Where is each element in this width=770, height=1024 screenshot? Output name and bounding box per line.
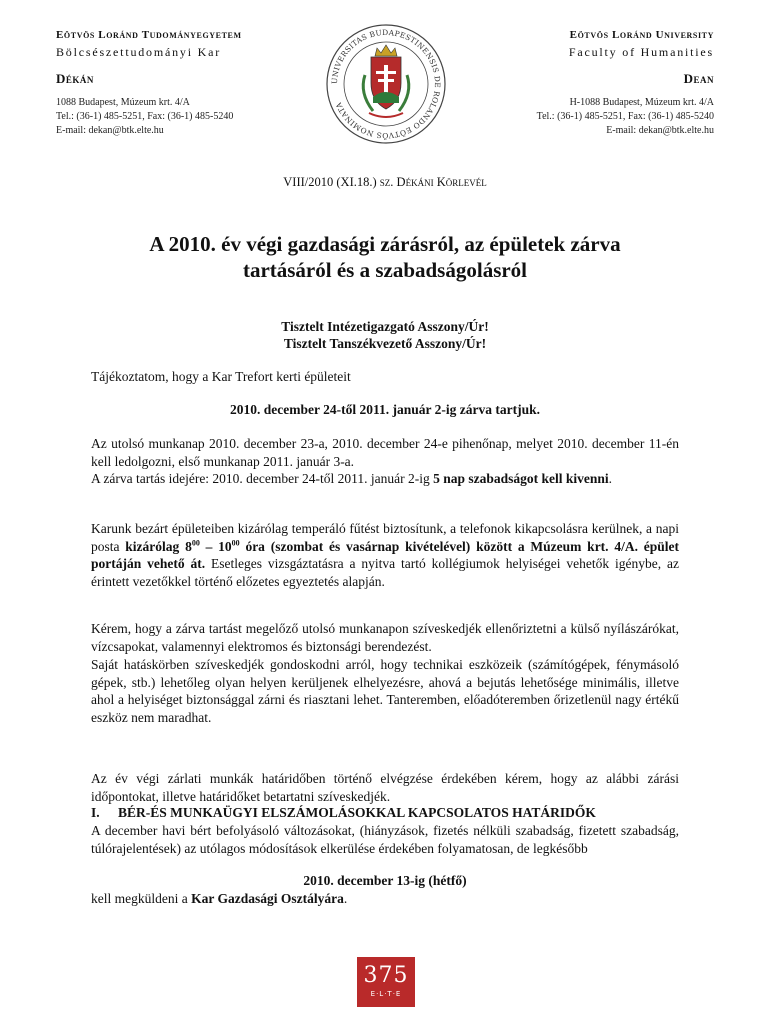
p4-bold-1: kizárólag 8 [125, 538, 192, 554]
paragraph-3 [91, 470, 679, 488]
salutation-line-2: Tisztelt Tanszékvezető Asszony/Úr! [283, 336, 487, 351]
paragraph-8: A december havi bért befolyásoló változásokat, (hiányzások, fizetés nélküli szabadság, fizetett szabadság, túlórajelentések) az utólagos módosítások elkerülése érdekében folyamatosan, de legkésőbb [91, 823, 679, 856]
paragraph-5: Kérem, hogy a zárva tartást megelőző utolsó munkanapon szíveskedjék ellenőriztetni a külső nyílászárókat, vízcsapokat, valamennyi elektromos és biztonsági berendezést. [91, 621, 679, 654]
faculty-name-hu: Bölcsészettudományi Kar [56, 45, 222, 59]
page-title [0, 231, 770, 283]
faculty-name-en: Faculty of Humanities [568, 45, 714, 59]
p4-sup-1: 00 [191, 538, 200, 547]
p3-end: . [608, 471, 613, 486]
p9-end: . [343, 891, 348, 906]
paragraph-2: Az utolsó munkanap 2010. december 23-a, 2010. december 24-e pihenőnap, melyet 2010. december 11-én kell ledolgozni, első munkanap 2011. január 3-a. [91, 436, 679, 469]
p3-bold: 5 nap szabadságot kell kivenni [433, 471, 609, 486]
logo-text: E·L·T·E [370, 990, 402, 998]
salutation [0, 318, 770, 352]
address-en: H-1088 Budapest, Múzeum krt. 4/A [569, 97, 714, 108]
elte-375-logo [357, 957, 415, 1007]
p4-sup-2: 00 [231, 538, 240, 547]
title-line-2: tartásáról és a szabadságolásról [242, 258, 528, 282]
paragraph-6: Saját hatáskörben szíveskedjék gondoskodni arról, hogy technikai eszközeik (számítógépek, fénymásoló gépek, stb.) lehetőleg olyan helyen kerüljenek elhelyezésre, ahová a bejutás lehetősége minimális, illetve ahol a helyiséget biztonsággal zárni és riasztani lehet. Tanteremben, előadóteremben őrizetlenül nagy értékű eszköz nem maradhat. [91, 657, 679, 725]
title-line-1: A 2010. év végi gazdasági zárásról, az épületek zárva [149, 232, 621, 256]
logo-number: 375 [363, 963, 409, 988]
address-hu: 1088 Budapest, Múzeum krt. 4/A [56, 97, 190, 108]
section-title: BÉR-ÉS MUNKAÜGYI ELSZÁMOLÁSOKKAL KAPCSOLATOS HATÁRIDŐK [118, 805, 596, 820]
role-en: Dean [683, 71, 714, 86]
deadline-date: 2010. december 13-ig (hétfő) [303, 873, 467, 888]
circular-number: VIII/2010 (XI.18.) [283, 175, 377, 189]
circular-suffix: sz. Dékáni Körlevél [379, 175, 487, 189]
salutation-line-1: Tisztelt Intézetigazgató Asszony/Úr! [281, 319, 489, 334]
section-number: I. [91, 805, 100, 820]
closure-dates: 2010. december 24-től 2011. január 2-ig zárva tartjuk. [230, 402, 540, 417]
circular-number-line [0, 175, 770, 190]
paragraph-7: Az év végi zárlati munkák határidőben történő elvégzése érdekében kérem, hogy az alábbi zárási időpontokat, illetve határidőket betartatni szíveskedjék. [91, 771, 679, 804]
university-name-hu: Eötvös Loránd Tudományegyetem [56, 29, 242, 41]
email-en: E-mail: dekan@btk.elte.hu [606, 125, 714, 136]
university-name-en: Eötvös Loránd University [569, 29, 714, 41]
p9-bold: Kar Gazdasági Osztályára [191, 891, 344, 906]
email-hu: E-mail: dekan@btk.elte.hu [56, 125, 164, 136]
p3-text: A zárva tartás idejére: 2010. december 24-től 2011. január 2-ig [91, 471, 434, 486]
p9-text: kell megküldeni a [91, 891, 192, 906]
paragraph-1: Tájékoztatom, hogy a Kar Trefort kerti épületeit [91, 369, 351, 384]
p4-bold-2: – 10 [199, 538, 232, 554]
university-seal [325, 23, 447, 145]
p4-text-2: Esetleges vizsgáztatásra a nyitva tartó kollégiumok helyiségei vehetők igénybe, az érintett vezetőkkel történő előzetes egyeztetés alapján. [91, 556, 680, 589]
role-hu: Dékán [56, 71, 94, 86]
p4-text: Karunk bezárt épületeiben kizárólag temperáló fűtést biztosítunk, a telefonok kikapcsolásra kerülnek, a napi posta [91, 521, 679, 554]
p4-bold-3: óra (szombat és vasárnap kivételével) között a Múzeum krt. 4/A. épület portáján vehető át. [91, 538, 679, 571]
phone-hu: Tel.: (36-1) 485-5251, Fax: (36-1) 485-5240 [56, 111, 234, 122]
seal-text: UNIVERSITAS BUDAPESTINENSIS DE ROLANDO EÖTVÖS NOMINATA [329, 27, 443, 141]
paragraph-9 [91, 890, 679, 908]
paragraph-4 [91, 520, 679, 590]
phone-en: Tel.: (36-1) 485-5251, Fax: (36-1) 485-5240 [536, 111, 714, 122]
